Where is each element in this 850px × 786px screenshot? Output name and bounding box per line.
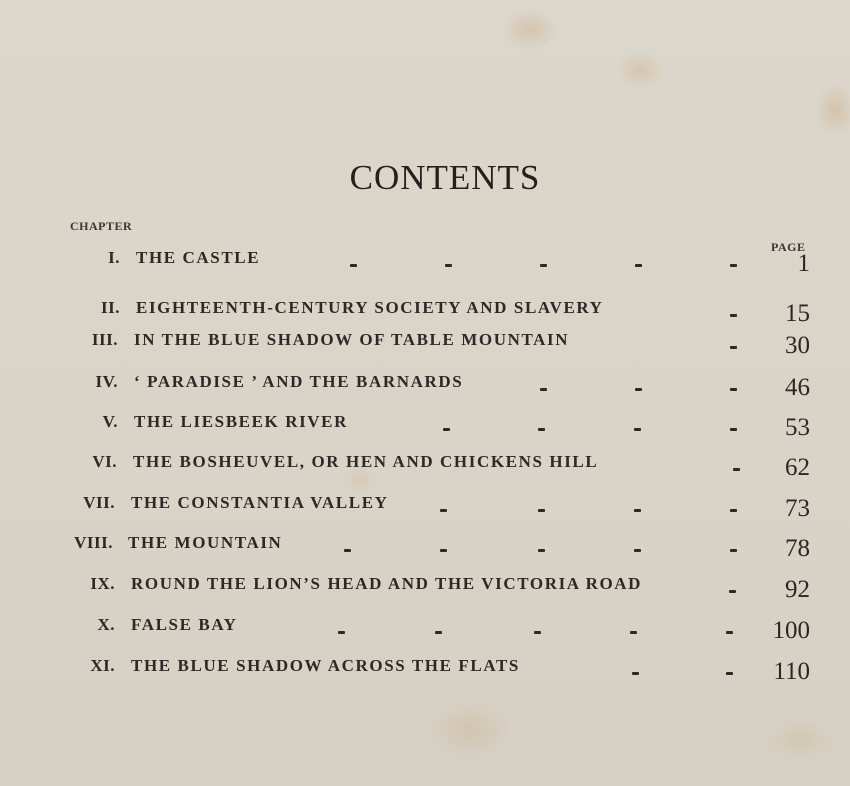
toc-entry	[0, 452, 850, 482]
toc-entry	[0, 533, 850, 563]
chapter-number: IV.	[95, 372, 118, 391]
toc-entry	[0, 298, 850, 328]
page-number: 46	[785, 374, 810, 401]
leader-dash	[440, 509, 447, 512]
toc-entry	[0, 656, 850, 686]
chapter-number: VIII.	[74, 533, 113, 552]
chapter-number: VII.	[83, 493, 115, 512]
chapter-number: II.	[101, 298, 120, 317]
leader-dash	[344, 549, 351, 552]
chapter-title: THE LIESBEEK RIVER	[134, 412, 348, 431]
chapter-number: I.	[108, 248, 120, 267]
toc-entry	[0, 248, 850, 278]
chapter-number: X.	[97, 615, 115, 634]
leader-dash	[540, 264, 547, 267]
chapter-title: THE BOSHEUVEL, OR HEN AND CHICKENS HILL	[133, 452, 599, 471]
chapter-number: XI.	[90, 656, 115, 675]
chapter-title: ‘ PARADISE ’ AND THE BARNARDS	[134, 372, 464, 391]
chapter-column-header: CHAPTER	[70, 219, 133, 233]
page-number: 1	[797, 250, 810, 277]
leader-dash	[350, 264, 357, 267]
leader-dash	[635, 264, 642, 267]
leader-dash	[634, 428, 641, 431]
chapter-title: THE BLUE SHADOW ACROSS THE FLATS	[131, 656, 520, 675]
page-title: CONTENTS	[349, 158, 541, 197]
page-column-header: PAGE	[771, 240, 806, 254]
page-number: 92	[785, 576, 810, 603]
chapter-number: V.	[102, 412, 118, 431]
leader-dash	[338, 631, 345, 634]
leader-dash	[634, 549, 641, 552]
leader-dash	[435, 631, 442, 634]
page-number: 15	[785, 300, 810, 327]
chapter-title: THE CASTLE	[136, 248, 261, 267]
chapter-title: EIGHTEENTH-CENTURY SOCIETY AND SLAVERY	[136, 298, 604, 317]
toc-entry	[0, 412, 850, 442]
leader-dash	[538, 549, 545, 552]
toc-entry	[0, 493, 850, 523]
page-number: 78	[785, 535, 810, 562]
leader-dash	[534, 631, 541, 634]
page-number: 73	[785, 495, 810, 522]
leader-dash	[443, 428, 450, 431]
chapter-title: THE MOUNTAIN	[128, 533, 283, 552]
chapter-title: FALSE BAY	[131, 615, 238, 634]
toc-entry	[0, 574, 850, 604]
page-number: 100	[772, 617, 810, 644]
toc-entry	[0, 330, 850, 360]
toc-entry	[0, 615, 850, 645]
chapter-number: VI.	[92, 452, 117, 471]
leader-dash	[634, 509, 641, 512]
page-number: 30	[785, 332, 810, 359]
chapter-title: ROUND THE LION’S HEAD AND THE VICTORIA ROAD	[131, 574, 643, 593]
leader-dash	[445, 264, 452, 267]
leader-dash	[632, 672, 639, 675]
page-number: 62	[785, 454, 810, 481]
leader-dash	[538, 509, 545, 512]
page-number: 110	[773, 658, 810, 685]
leader-dash	[630, 631, 637, 634]
chapter-number: IX.	[90, 574, 115, 593]
leader-dash	[540, 388, 547, 391]
chapter-number: III.	[91, 330, 118, 349]
leader-dash	[440, 549, 447, 552]
chapter-title: THE CONSTANTIA VALLEY	[131, 493, 389, 512]
chapter-title: IN THE BLUE SHADOW OF TABLE MOUNTAIN	[134, 330, 570, 349]
toc-entry	[0, 372, 850, 402]
leader-dash	[635, 388, 642, 391]
page-number: 53	[785, 414, 810, 441]
leader-dash	[538, 428, 545, 431]
